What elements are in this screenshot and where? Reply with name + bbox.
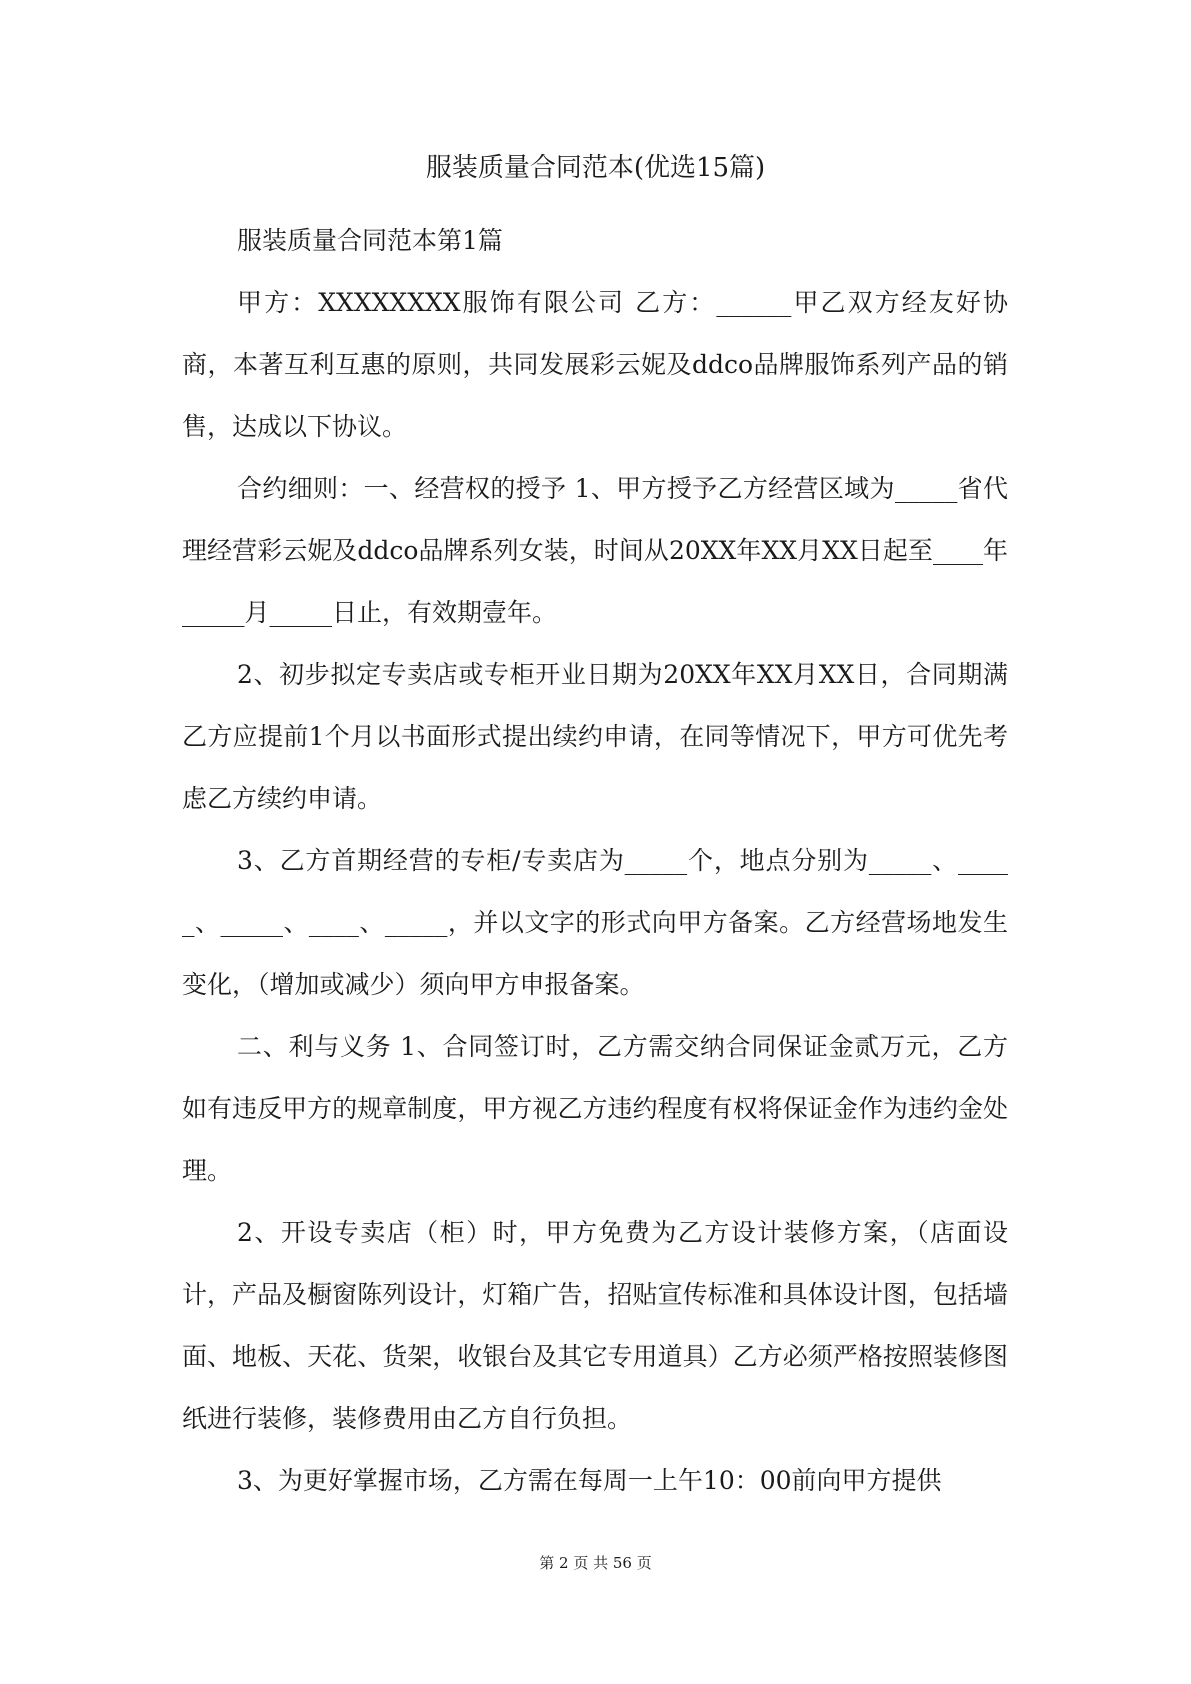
document-body xyxy=(182,210,1008,1512)
paragraph: 2、开设专卖店（柜）时，甲方免费为乙方设计装修方案，（店面设计，产品及橱窗陈列设计，灯箱广告，招贴宣传标准和具体设计图，包括墙面、地板、天花、货架，收银台及其它专用道具）乙方必须严格按照装修图纸进行装修，装修费用由乙方自行负担。 xyxy=(182,1218,1008,1433)
document-title: 服装质量合同范本(优选15篇) xyxy=(425,153,766,183)
paragraph: 合约细则：一、经营权的授予 1、甲方授予乙方经营区域为_____省代理经营彩云妮及ddco品牌系列女装，时间从20XX年XX月XX日起至____年_____月_____日止，有效期壹年。 xyxy=(182,474,1008,627)
paragraph: 3、乙方首期经营的专柜/专卖店为_____个，地点分别为_____、_____、_____、____、_____，并以文字的形式向甲方备案。乙方经营场地发生变化，（增加或减少）须向甲方申报备案。 xyxy=(182,846,1008,999)
paragraph: 2、初步拟定专卖店或专柜开业日期为20XX年XX月XX日，合同期满乙方应提前1个月以书面形式提出续约申请，在同等情况下，甲方可优先考虑乙方续约申请。 xyxy=(182,660,1008,813)
paragraph: 3、为更好掌握市场，乙方需在每周一上午10：00前向甲方提供 xyxy=(237,1466,942,1495)
page-footer: 第 2 页 共 56 页 xyxy=(539,1554,652,1572)
section-heading: 服装质量合同范本第1篇 xyxy=(237,226,503,255)
paragraph: 甲方：XXXXXXXX服饰有限公司 乙方：______甲乙双方经友好协商，本著互利互惠的原则，共同发展彩云妮及ddco品牌服饰系列产品的销售，达成以下协议。 xyxy=(182,288,1008,441)
paragraph: 二、利与义务 1、合同签订时，乙方需交纳合同保证金贰万元，乙方如有违反甲方的规章制度，甲方视乙方违约程度有权将保证金作为违约金处理。 xyxy=(182,1032,1008,1185)
